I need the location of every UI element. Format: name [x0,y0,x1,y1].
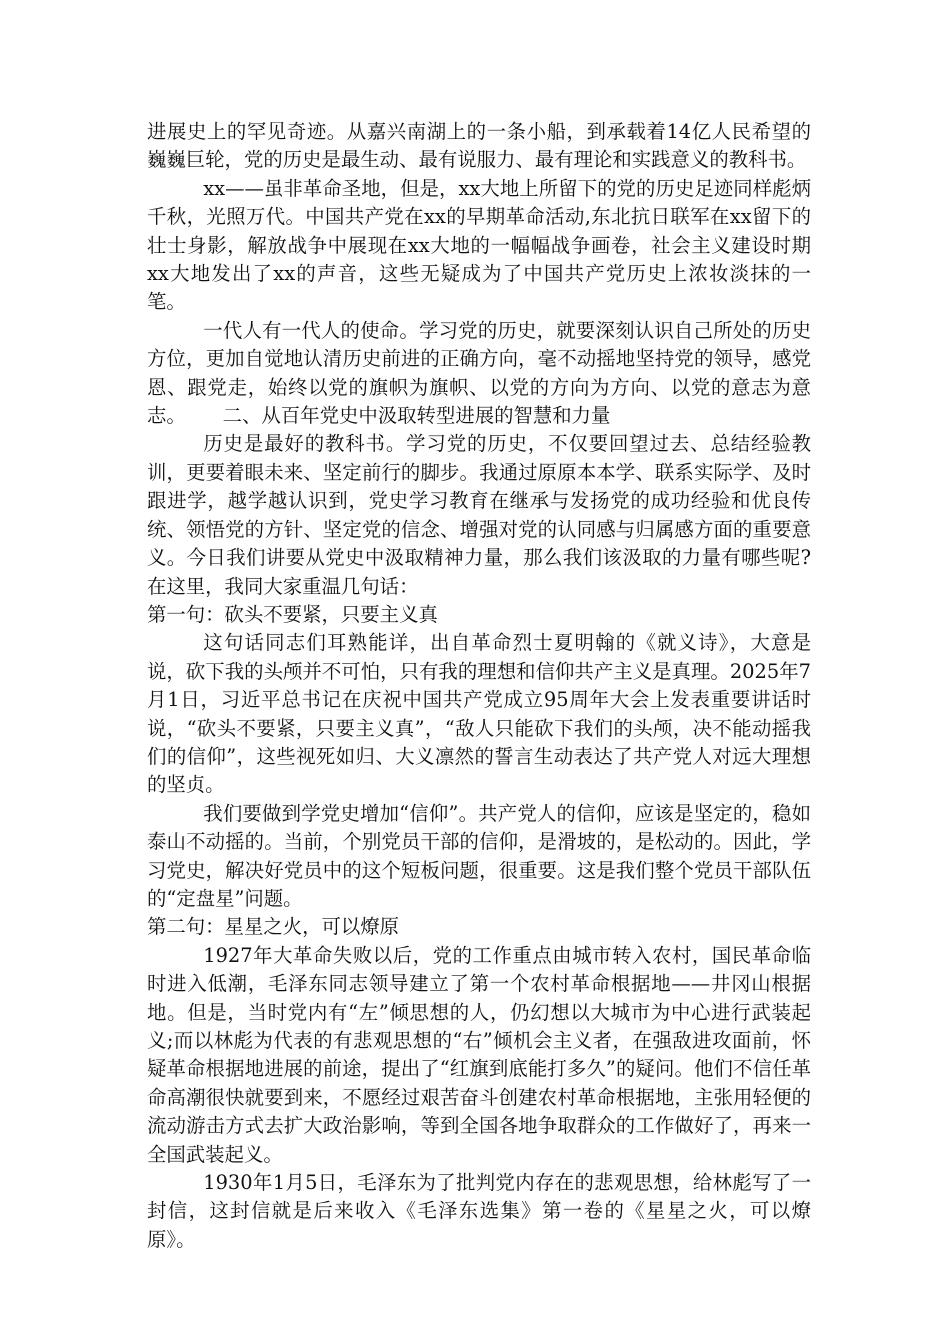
paragraph-1927: 1927年大革命失败以后，党的工作重点由城市转入农村，国民革命临时进入低潮，毛泽东同志领导建立了第一个农村革命根据地——井冈山根据地。但是，当时党内有“左”倾思想的人，仍幻想以大城市为中心进行武装起义;而以林彪为代表的有悲观思想的“右”倾机会主义者，在强敌进攻面前，怀疑革命根据地进展的前途，提出了“红旗到底能打多久”的疑问。他们不信任革命高潮很快就要到来，不愿经过艰苦奋斗创建农村革命根据地，主张用轻便的流动游击方式去扩大政治影响，等到全国各地争取群众的工作做好了，再来一全国武装起义。 [147,943,811,1166]
paragraph-textbook: 历史是最好的教科书。学习党的历史，不仅要回望过去、总结经验教训，更要着眼未来、坚定前行的脚步。我通过原原本本学、联系实际学、及时跟进学，越学越认识到，党史学习教育在继承与发扬党的成功经验和优良传统、领悟党的方针、坚定党的信念、增强对党的认同感与归属感方面的重要意义。今日我们讲要从党史中汲取精神力量，那么我们该汲取的力量有哪些呢?在这里，我同大家重温几句话： [147,432,811,598]
subheading-second-quote: 第二句：星星之火，可以燎原 [147,915,400,939]
paragraph-mission [147,317,811,431]
document-body [147,118,811,1254]
paragraph-local-history: xx——虽非革命圣地，但是，xx大地上所留下的党的历史足迹同样彪炳千秋，光照万代。中国共产党在xx的早期革命活动,东北抗日联军在xx留下的壮士身影，解放战争中展现在xx大地的一幅幅战争画卷，社会主义建设时期xx大地发出了xx的声音，这些无疑成为了中国共产党历史上浓妆淡抹的一笔。 [147,176,811,314]
paragraph-mission-text: 一代人有一代人的使命。学习党的历史，就要深刻认识自己所处的历史方位，更加自觉地认清历史前进的正确方向，毫不动摇地坚持党的领导，感党恩、跟党走，始终以党的旗帜为旗帜、以党的方向为方向、以党的意志为意志。 [147,318,811,428]
paragraph-first-quote: 这句话同志们耳熟能详，出自革命烈士夏明翰的《就义诗》，大意是说，砍下我的头颅并不可怕，只有我的理想和信仰共产主义是真理。2025年7月1日，习近平总书记在庆祝中国共产党成立95周年大会上发表重要讲话时说，“砍头不要紧，只要主义真”，“敌人只能砍下我们的头颅，决不能动摇我们的信仰”，这些视死如归、大义凛然的誓言生动表达了共产党人对远大理想的坚贞。 [147,631,811,797]
paragraph-1930: 1930年1月5日，毛泽东为了批判党内存在的悲观思想，给林彪写了一封信，这封信就是后来收入《毛泽东选集》第一卷的《星星之火，可以燎原》。 [147,1171,811,1251]
section-heading-two: 二、从百年党史中汲取转型进展的智慧和力量 [222,404,611,428]
paragraph-continuation: 进展史上的罕见奇迹。从嘉兴南湖上的一条小船，到承载着14亿人民希望的巍巍巨轮，党的历史是最生动、最有说服力、最有理论和实践意义的教科书。 [147,120,811,172]
paragraph-faith: 我们要做到学党史增加“信仰”。共产党人的信仰，应该是坚定的，稳如泰山不动摇的。当前，个别党员干部的信仰，是滑坡的，是松动的。因此，学习党史，解决好党员中的这个短板问题，很重要。这是我们整个党员干部队伍的“定盘星”问题。 [147,801,811,910]
subheading-first-quote: 第一句：砍头不要紧，只要主义真 [147,602,438,626]
